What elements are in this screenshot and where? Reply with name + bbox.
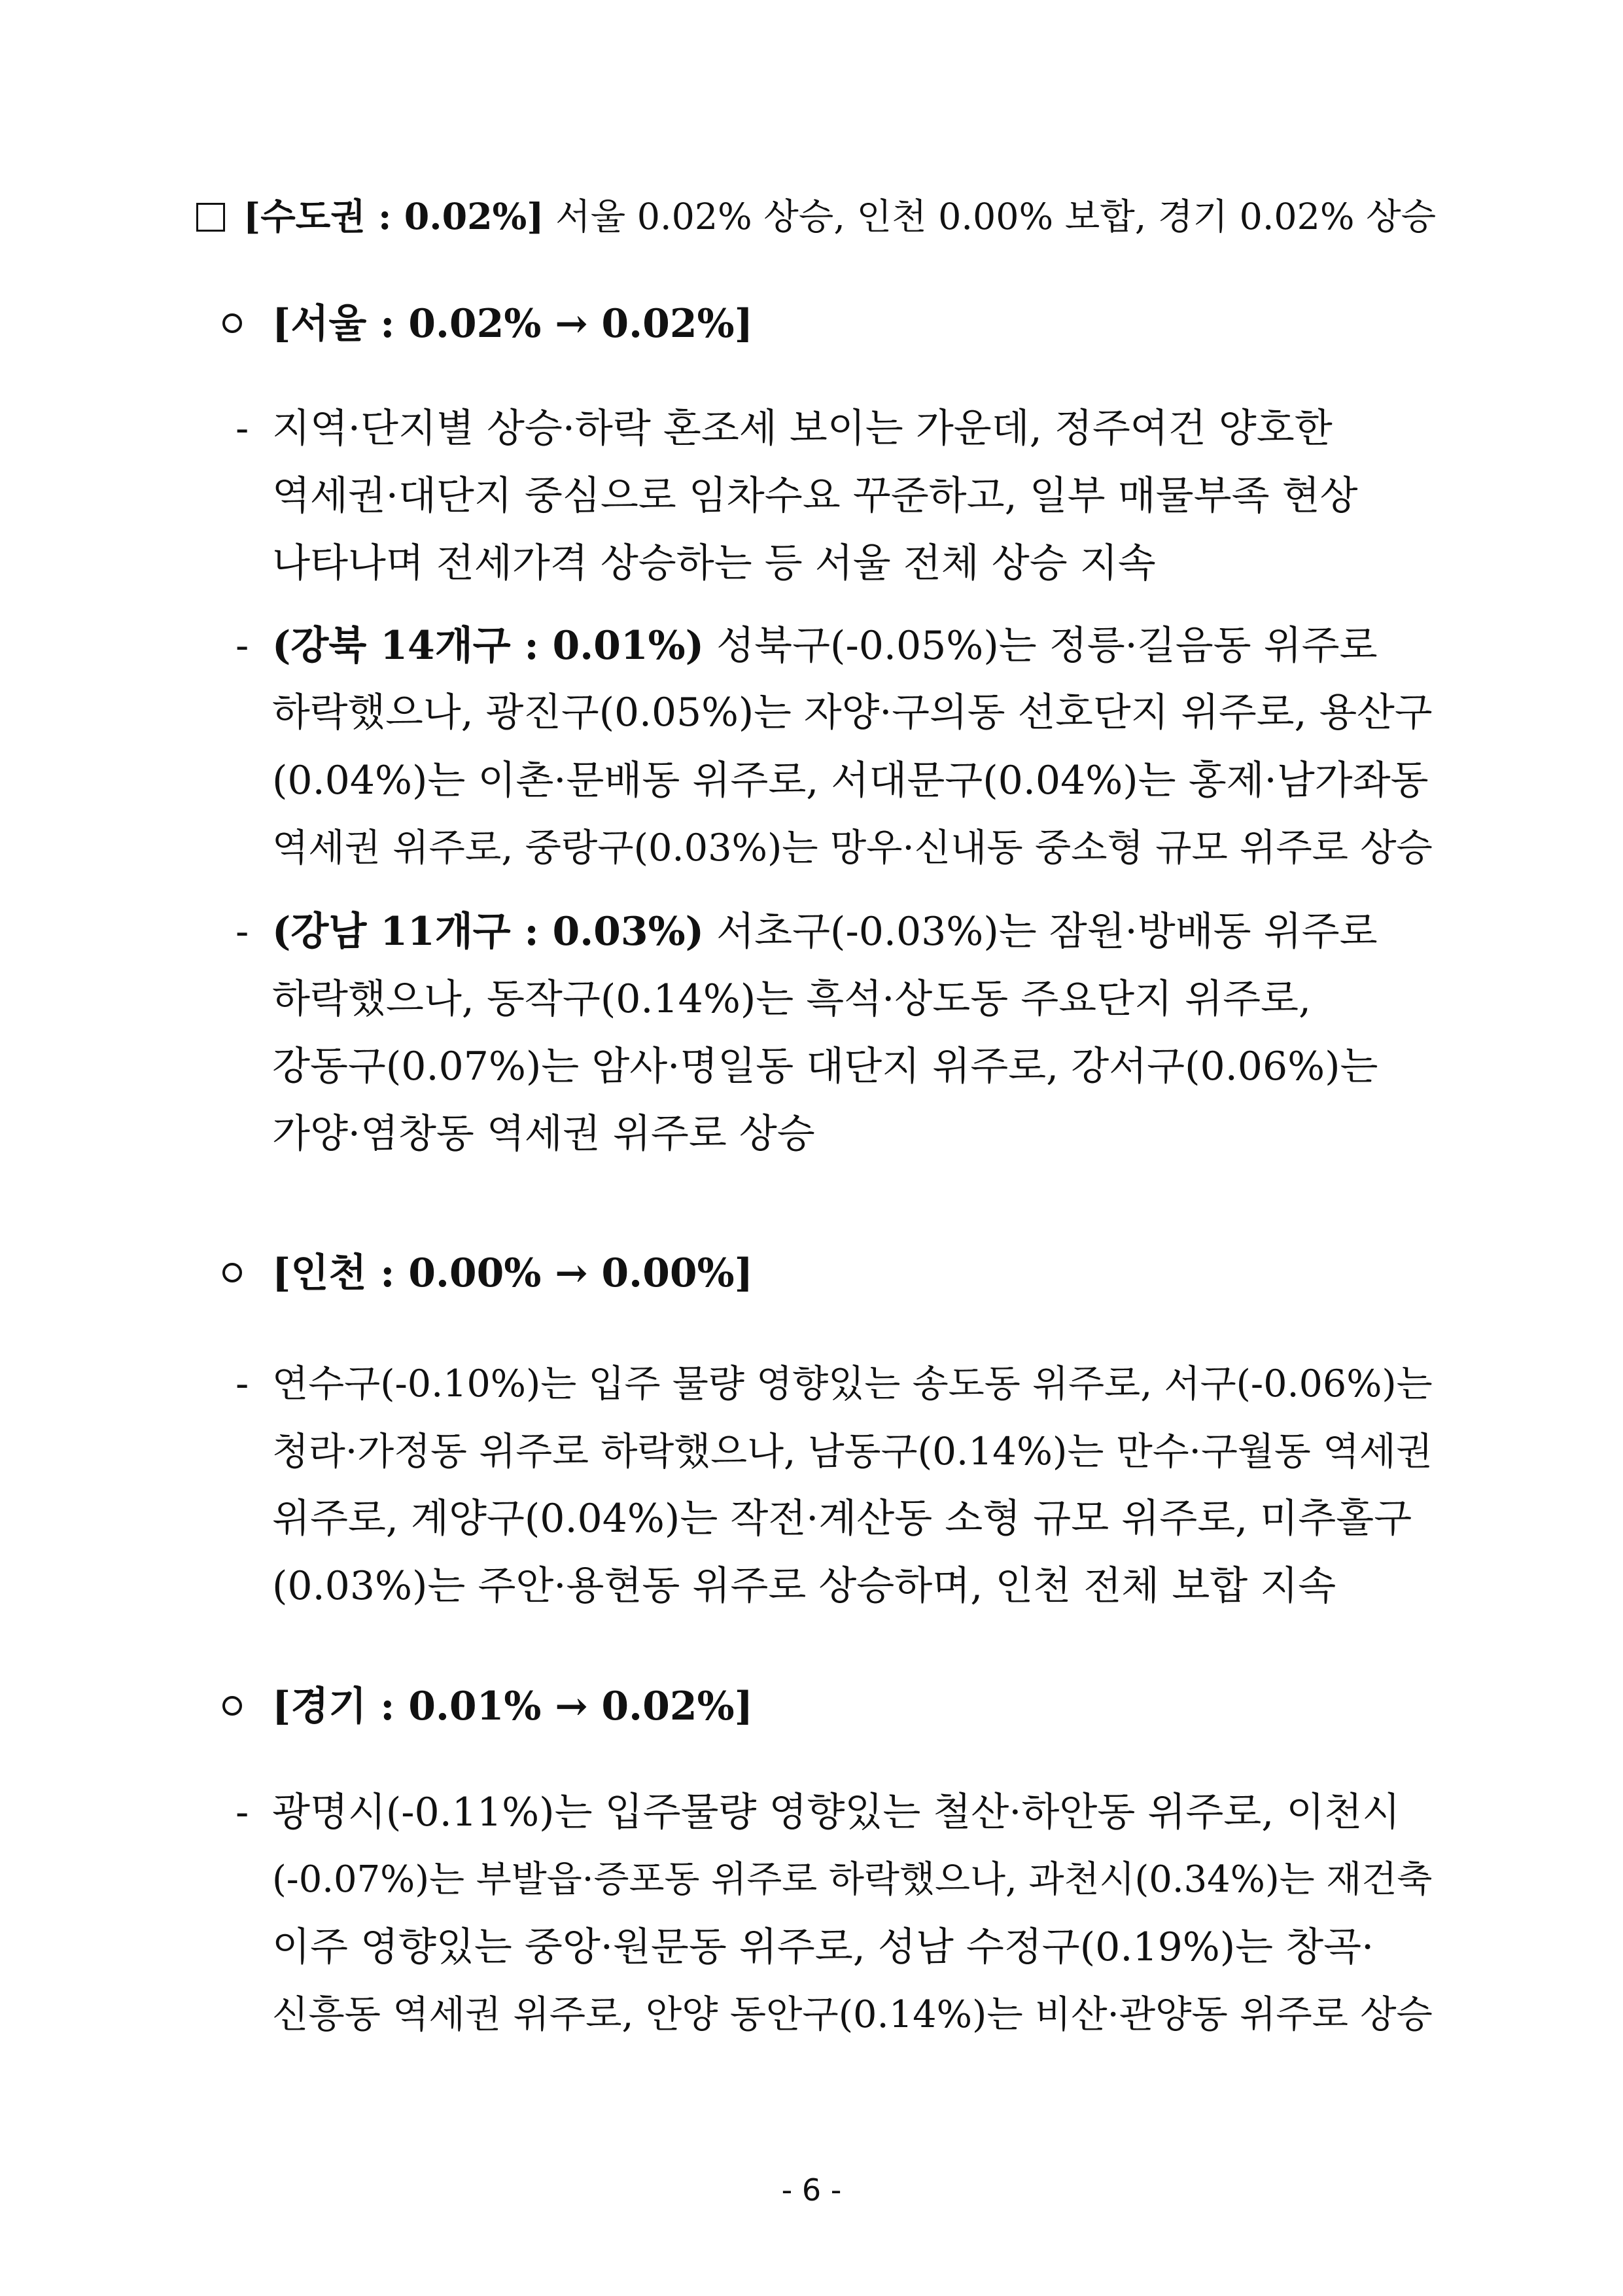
dash-marker: - <box>236 406 249 451</box>
seoul-p2-line-2: 하락했으나, 광진구(0.05%)는 자양·구의동 선호단지 위주로, 용산구 <box>272 690 1433 735</box>
incheon-title: [인천 : 0.00% → 0.00%] <box>272 1250 753 1296</box>
gangnam-label: (강남 11개구 : 0.03%) <box>272 909 705 955</box>
seoul-p1-line-1 <box>272 402 1430 455</box>
seoul-p3-line-3: 강동구(0.07%)는 암사·명일동 대단지 위주로, 강서구(0.06%)는 <box>272 1044 1378 1089</box>
dash-marker: - <box>236 1361 249 1407</box>
gyeonggi-p1-line-2: (-0.07%)는 부발읍·증포동 위주로 하락했으나, 과천시(0.34%)는 재건축 <box>272 1858 1433 1901</box>
circle-bullet-icon <box>222 313 242 333</box>
incheon-p1-line-4: (0.03%)는 주안·용현동 위주로 상승하며, 인천 전체 보합 지속 <box>272 1563 1336 1609</box>
seoul-p3-line-4: 가양·염창동 역세권 위주로 상승 <box>272 1111 815 1157</box>
gangbuk-label: (강북 14개구 : 0.01%) <box>272 623 705 669</box>
seoul-p2-line-3: (0.04%)는 이촌·문배동 위주로, 서대문구(0.04%)는 홍제·남가좌동 <box>272 758 1429 804</box>
dash-marker: - <box>236 909 249 955</box>
text-line: 서초구(-0.03%)는 잠원·방배동 위주로 <box>716 909 1378 955</box>
seoul-p2-line-4: 역세권 위주로, 중랑구(0.03%)는 망우·신내동 중소형 규모 위주로 상승 <box>272 826 1433 870</box>
seoul-title: [서울 : 0.02% → 0.02%] <box>272 301 753 347</box>
dash-marker: - <box>236 623 249 669</box>
dash-marker: - <box>236 1790 249 1835</box>
gyeonggi-p1-line-4: 신흥동 역세권 위주로, 안양 동안구(0.14%)는 비산·관양동 위주로 상승 <box>272 1992 1433 2036</box>
incheon-p1-line-1: 연수구(-0.10%)는 입주 물량 영향있는 송도동 위주로, 서구(-0.06%)는 <box>272 1362 1433 1405</box>
seoul-p3-line-1 <box>272 906 1378 958</box>
gyeonggi-p1-line-1: 광명시(-0.11%)는 입주물량 영향있는 철산·하안동 위주로, 이천시 <box>272 1790 1401 1835</box>
seoul-p1-line-3: 나타나며 전세가격 상승하는 등 서울 전체 상승 지속 <box>272 540 1156 586</box>
page-number: - 6 - <box>781 2172 842 2208</box>
section-header-label: [수도권 : 0.02%] <box>243 196 544 238</box>
circle-bullet-icon <box>222 1696 242 1716</box>
gyeonggi-p1-line-3: 이주 영향있는 중앙·원문동 위주로, 성남 수정구(0.19%)는 창곡· <box>272 1924 1374 1970</box>
incheon-p1-line-3: 위주로, 계양구(0.04%)는 작전·계산동 소형 규모 위주로, 미추홀구 <box>272 1496 1412 1542</box>
seoul-p1-line-2: 역세권·대단지 중심으로 임차수요 꾸준하고, 일부 매물부족 현상 <box>272 473 1358 519</box>
gyeonggi-title: [경기 : 0.01% → 0.02%] <box>272 1684 753 1729</box>
incheon-p1-line-2: 청라·가정동 위주로 하락했으나, 남동구(0.14%)는 만수·구월동 역세권 <box>272 1429 1433 1474</box>
section-header-text: 서울 0.02% 상승, 인천 0.00% 보합, 경기 0.02% 상승 <box>555 196 1437 238</box>
text-line: 성북구(-0.05%)는 정릉·길음동 위주로 <box>716 623 1378 669</box>
circle-bullet-icon <box>222 1263 242 1282</box>
seoul-p3-line-2: 하락했으나, 동작구(0.14%)는 흑석·상도동 주요단지 위주로, <box>272 976 1312 1022</box>
text-line: 지역·단지별 상승·하락 혼조세 보이는 가운데, 정주여건 양호한 <box>272 406 1333 451</box>
checkbox-square-icon <box>196 203 225 232</box>
seoul-p2-line-1 <box>272 620 1430 672</box>
section-header <box>196 191 1439 243</box>
